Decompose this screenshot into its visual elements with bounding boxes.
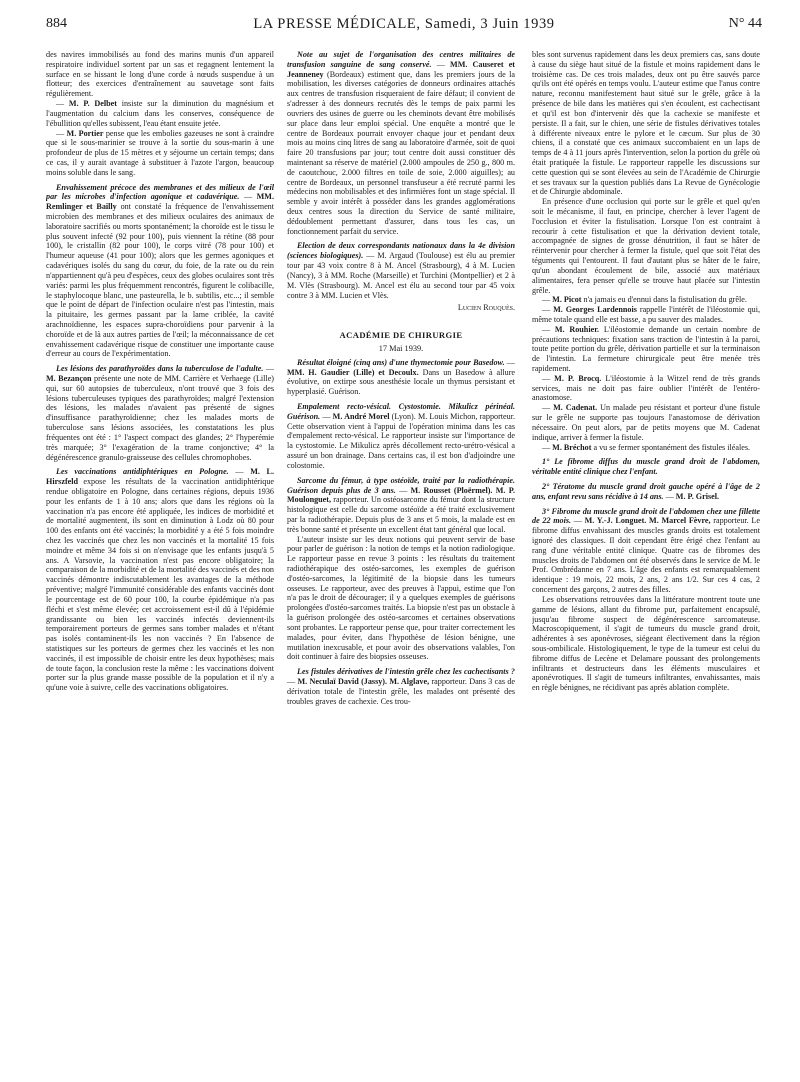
paragraph: En présence d'une occlusion qui porte sur le grêle et quel qu'en soit le mécanisme, il faut, en principe, chercher à lever l'agent de l'occlusion et éviter la fistulisation. Lorsque l'on est contraint à recourir à cette fistulisation et que la dérivation devient totale, accompagnée de signes de grosse dénutrition, il faut se hâter de réintervenir pour chercher à fermer la fistule, quel que soit l'état des téguments qui l'entourent. Il faut d'autant plus se hâter de le faire, qu'un abondant écoulement de bile, associé aux matériaux alimentaires, fera penser qu'elle se trouve haut placée sur l'intestin grêle.	[532, 197, 760, 295]
article-authors: MM. Causeret et Jeanneney	[287, 59, 515, 79]
article-authors: M. Rousset (Ploërmel). M. P. Moulonguet,	[287, 485, 515, 505]
article-text: rapporteur. Dans 3 cas de dérivation totale de l'intestin grêle, les malades ont présenté des troubles graves de cachexie. Ces trou-	[287, 676, 515, 706]
speaker-name: M. Georges Lardennois	[553, 305, 637, 315]
article-title: 2° Tératome du muscle grand droit gauche opéré à l'âge de 2 ans, enfant revu sans récidive à 14 ans.	[532, 481, 760, 501]
column-1	[46, 50, 274, 1075]
speaker-name: M. Rouhier.	[554, 324, 600, 334]
article-authors: M. Neculaï David (Jassy). M. Alglave,	[297, 676, 430, 686]
article-authors: M. L. Hirszfeld	[46, 467, 274, 487]
article: Envahissement précoce des membranes et des milieux de l'œil par les microbes d'infection agonique et cadavérique. — MM. Remlinger et Bailly ont constaté la fréquence de l'envahissement microbien des membranes et des milieux oculaires des animaux de laboratoire sacrifiés ou morts spontanément; la choroïde est le tissu le plus souvent infecté (92 pour 100), puis viennent la rétine (88 pour 100), le cristallin (82 pour 100), le corps vitré (78 pour 100) et l'humeur aqueuse (41 pour 100); alors que les germes agoniques et cadavériques isolés du sang du cœur, du foie, de la rate ou du rein n'appartiennent qu'à peu d'espèces, ceux des globes oculaires sont très variés: parmi les plus fréquemment rencontrés, figurent le colibacille, le staphylocoque blanc, une pasteurella, le b. subtilis, etc...; il semble que le point de départ de l'infection oculaire n'est pas l'intestin, mais la pituitaire, les germes passant par la lame criblée, la cavité arachnoïdienne, les espaces supra-choroïdiens pour parvenir à la choroïde et de là aux autres parties de l'œil; la méconnaissance de cet envahissement cadavérique risque de constituer une importante cause d'erreur au cours de l'expérimentation.	[46, 182, 274, 359]
article-title: 3° Fibrome du muscle grand droit de l'abdomen chez une fillette de 22 mois.	[532, 506, 760, 526]
section-heading: ACADÉMIE DE CHIRURGIE	[339, 330, 463, 341]
issue-number: N° 44	[728, 16, 762, 31]
paragraph: bles sont survenus rapidement dans les deux premiers cas, sans doute à cause du siège haut situé de la fistule et moins rapidement dans le troisième cas. De ces trois malades, deux ont pu être sauvés parce qu'ils ont été opérés en temps voulu. L'auteur estime que l'anus contre nature, reconnu manifestement haut situé sur le grêle, grâce à la présence de bile dans les matières qui s'en écoulent, est cachectisant et qu'il est bon d'intervenir dès que la cachexie se manifeste et persiste. Il a fait, sur le chien, une série de fistules dérivatives totales à différente niveaux entre le pylore et le cæcum. Sur plus de 30 chiens, il a constaté que ces animaux succombaient en un laps de temps de 4 à 11 jours après l'intervention, selon la portion du grêle où était pratiquée la fistule. Le rapporteur rappelle les discussions sur cette question qui se sont élevées au sein de l'Académie de Chirurgie et ses travaux sur la question publiés dans La Revue de Gynécologie et de Chirurgie abdominale.	[532, 50, 760, 197]
article: Election de deux correspondants nationaux dans la 4e division (sciences biologiques). — M. Argaud (Toulouse) est élu au premier tour par 43 voix contre 8 à M. Ancel (Strasbourg), 4 à M. Lucien (Nancy), 3 à MM. Roche (Marseille) et Turchini (Montpellier) et 2 à M. Vlès (Strasbourg). M. Ancel est élu au second tour par 45 voix contre 3 à MM. Lucien et Vlès.	[287, 241, 515, 300]
paragraph: — M. Portier pense que les embolies gazeuses ne sont à craindre que si le sous-marinier se trouve à la sortie du sous-marin à une profondeur de plus de 15 mètres et y séjourne un certain temps; dans ce cas, il y aurait avantage à substituer à l'azote l'argon, beaucoup moins soluble dans le sang.	[46, 128, 274, 177]
article-title: Les lésions des parathyroïdes dans la tuberculose de l'adulte.	[56, 364, 264, 374]
paragraph-text: pense que les embolies gazeuses ne sont à craindre que si le sous-marinier se trouve à la sortie du sous-marin à une profondeur de plus de 15 mètres et y séjourne un certain temps; dans ce cas, il y aurait avantage à substituer à l'azote l'argon, beaucoup moins soluble dans le sang.	[46, 128, 274, 177]
column-3	[532, 50, 760, 1075]
article-text: M. Argaud (Toulouse) est élu au premier tour par 43 voix contre 8 à M. Ancel (Strasbourg), 4 à M. Lucien (Nancy), 3 à MM. Roche (Marseille) et Turchini (Montpellier) et 2 à M. Vlès (Strasbourg). M. Ancel est élu au second tour par 45 voix contre 3 à MM. Lucien et Vlès.	[287, 251, 515, 300]
paragraph: — M. P. Delbet insiste sur la diminution du magnésium et l'augmentation du calcium dans les conserves, conséquence de l'ébullition qu'elles subissent, l'eau étant ensuite jetée.	[46, 99, 274, 128]
article: 2° Tératome du muscle grand droit gauche opéré à l'âge de 2 ans, enfant revu sans récidive à 14 ans. — M. P. Grisel.	[532, 481, 760, 501]
paragraph: — M. P. Brocq. L'iléostomie à la Witzel rend de très grands services, mais ne doit pas faire oublier l'intérêt de l'entéro-anastomose.	[532, 373, 760, 403]
article-text: (Bordeaux) estiment que, dans les premiers jours de la mobilisation, les diverses catégories de donneurs ordinaires attachés aux centres de transfusion risqueraient de faire défaut; il convient de s'adresser à des donneurs recrutés dès le temps de paix parmi les ouvriers des usines de guerre ou les cheminots devant être mobilisés sur place dans leur emploi spécial. Une enquête a montré que le centre de Bordeaux pourrait envoyer chaque jour et pendant deux mois au moins cinq litres de sang au laboratoire d'armée, soit de quoi faire 20 transfusions par jour; tout centre doit aussi constituer dès maintenant sa réserve de matériel (2.000 ampoules de 250 g., 800 m. de caoutchouc, 2.000 filtres en toile de soie, 2.000 aiguilles); au centre de Bordeaux, un personnel transfuseur a été recruté parmi les médecins non mobilisables et des infirmières font un stage spécial. Il semble y avoir intérêt à posséder dans les grandes agglomérations deux centres sous la direction du Service de santé militaire, dédoublement permettant d'assurer, dans tous les cas, un fonctionnement parfait du service.	[287, 69, 515, 236]
article-title: Envahissement précoce des membranes et des milieux de l'œil par les microbes d'infection agonique et cadavérique.	[46, 182, 274, 202]
article-authors: M. Y.-J. Longuet. M. Marcel Fèvre,	[584, 516, 711, 526]
paragraph: des navires immobilisés au fond des marins munis d'un appareil respiratoire individuel sortent par un sas et regagnent lentement la surface en se hissant le long d'une corde à nœuds suspendue à un flotteur; des exercices d'entraînement au sauvetage sont faits régulièrement.	[46, 50, 274, 99]
speaker-name: M. Cadenat.	[553, 403, 598, 413]
speaker-name: M. P. Delbet	[68, 99, 117, 109]
session-date: 17 Mai 1939.	[378, 343, 424, 353]
article-title: Election de deux correspondants nationaux dans la 4e division (sciences biologiques).	[287, 241, 515, 261]
article-text: présente une note de MM. Carrière et Verhaege (Lille) qui, sur 60 autopsies de tuberculeux, n'ont trouvé que 3 fois des lésions tuberculeuses typiques des parathyroïdes; malgré l'extension des lésions, les malades n'avaient pas présenté de signes d'insuffisance parathyroïdienne; chez les malades morts de tuberculose sans lésions associées, les constatations les plus fréquentes ont été : 1° l'aspect compact des glandes; 2° l'hyperémie très marquée; 3° l'exagération de la trame conjonctive; 4° la dégénérescence granulo-graisseuse des cellules chromophobes.	[46, 374, 274, 462]
journal-title: LA PRESSE MÉDICALE, Samedi, 3 Juin 1939	[253, 16, 555, 32]
paragraph: — M. Picot n'a jamais eu d'ennui dans la fistulisation du grêle.	[542, 295, 747, 305]
article-authors: M. Bezançon	[46, 374, 92, 383]
article-text: rapporteur. Le fibrome diffus envahissant des muscles grands droits est totalement ignoré des classiques. Il doit cependant être érigé chez l'enfant au rang d'une véritable entité clinique. Quatre cas de fibromes des muscles droits de l'abdomen ont été observés dans le service de M. le Prof. Ombrédanne en 7 ans. L'âge des enfants est remarquablement identique : 19 mois, 22 mois, 2 ans, 2 ans 1/2. Sur ces 4 cas, 2 concernent des garçons, 2 autres des filles.	[532, 516, 760, 595]
article-text: Dans un Basedow à allure évolutive, on extirpe sous anesthésie locale un thymus persistant et hyperplasié. Guérison.	[287, 367, 515, 397]
article: Les vaccinations antidiphtériques en Pologne. — M. L. Hirszfeld expose les résultats de la vaccination antidiphtérique rendue obligatoire en Pologne, dans certaines régions, depuis 1936 pour les enfants de 1 à 10 ans; alors que dans les régions où la vaccination n'a pas encore été appliquée, les indices de morbidité et de mortalité augmentent, ils sont en diminution à Lodz où 80 pour 100 des enfants ont été vaccinés; la morbidité y a été 5 fois moindre chez les vaccinés que chez les non vaccinés et la mortalité 15 fois moindre et même 34 fois si on n'envisage que les enfants jusqu'à 5 ans. A Varsovie, la vaccination n'est pas encore obligatoire; la comparaison de la morbidité et de la mortalité des vaccinés et des non vaccinés démontre indiscutablement les avantages de la méthode préventive; malgré l'immunité considérable des enfants vaccinés dont le pourcentage est de 60 pour 100, la courbe épidémique n'a pas fléchi et s'est même élevée; cet accroissement est-il dû à l'épidémie grandissante ou bien les vaccinés infectés deviennent-ils temporairement porteurs de germes sans tomber malades et n'étant pas isolés contaminent-ils les non vaccinés ? En l'absence de statistiques sur les porteurs de germes chez les vaccinés et les non vaccinés, il est impossible de choisir entre les deux hypothèses; mais de toute façon, la conclusion reste la même : les vaccinations doivent porter sur la plus grande masse possible de la population et il n'y a qu'une voie à suivre, celle des vaccinations obligatoires.	[46, 467, 274, 693]
article-title: 1° Le fibrome diffus du muscle grand droit de l'abdomen, véritable entité clinique chez l'enfant.	[532, 457, 760, 477]
page-number: 884	[46, 16, 67, 31]
speaker-name: M. Portier	[66, 128, 104, 138]
paragraph: — M. Rouhier. L'iléostomie demande un certain nombre de précautions techniques: fixation sans traction de l'intestin à la paroi, toute petite portion du grêle, dérivation partielle et sur la terminaison de l'intestin. La fermeture chirurgicale peut être menée très rapidement.	[532, 324, 760, 373]
article-text: expose les résultats de la vaccination antidiphtérique rendue obligatoire en Pologne, dans certaines régions, depuis 1936 pour les enfants de 1 à 10 ans; alors que dans les régions où la vaccination n'a pas encore été appliquée, les indices de morbidité et de mortalité augmentent, ils sont en diminution à Lodz où 80 pour 100 des enfants ont été vaccinés; la morbidité y a été 5 fois moindre chez les vaccinés que chez les non vaccinés et la mortalité 15 fois moindre et même 34 fois si on n'envisage que les enfants jusqu'à 5 ans. A Varsovie, la vaccination n'est pas encore obligatoire; la comparaison de la morbidité et de la mortalité des vaccinés et des non vaccinés démontre indiscutablement les avantages de la méthode préventive; malgré l'immunité considérable des enfants vaccinés dont le pourcentage est de 60 pour 100, la courbe épidémique n'a pas fléchi et s'est même élevée; cet accroissement est-il dû à l'épidémie grandissante ou bien les vaccinés infectés deviennent-ils temporairement porteurs de germes sans tomber malades et n'étant pas isolés contaminent-ils les non vaccinés ? En l'absence de statistiques sur les porteurs de germes chez les vaccinés et les non vaccinés, il est impossible de choisir entre les deux hypothèses; mais de toute façon, la conclusion reste la même : les vaccinations doivent porter sur la plus grande masse possible de la population et il n'y a qu'une voie à suivre, celle des vaccinations obligatoires.	[46, 477, 274, 693]
article-title: Les fistules dérivatives de l'intestin grêle chez les cachectisants ?	[297, 667, 515, 677]
article-text: ont constaté la fréquence de l'envahissement microbien des membranes et des milieux oculaires des animaux de laboratoire sacrifiés ou morts spontanément; la choroïde est le tissu le plus souvent infecté (92 pour 100), puis viennent la rétine (88 pour 100), le cristallin (82 pour 100), le corps vitré (78 pour 100) et l'humeur aqueuse (41 pour 100); alors que les germes agoniques et cadavériques isolés du sang du cœur, du foie, de la rate ou du rein n'appartiennent qu'à peu d'espèces, ceux des globes oculaires sont très variés: parmi les plus fréquemment rencontrés, figurent le colibacille, le staphylocoque blanc, une pasteurella, le b. subtilis, etc...; il semble que le point de départ de l'infection oculaire n'est pas l'intestin, mais la pituitaire, les germes passant par la lame criblée, la cavité arachnoïdienne, les espaces supra-choroïdiens pour parvenir à la choroïde et de là aux autres parties de l'œil; la méconnaissance de cet envahissement cadavérique risque de constituer une importante cause d'erreur au cours de l'expérimentation.	[46, 202, 274, 359]
article: Les lésions des parathyroïdes dans la tuberculose de l'adulte. — M. Bezançon présente une note de MM. Carrière et Verhaege (Lille) qui, sur 60 autopsies de tuberculeux, n'ont trouvé que 3 fois des lésions tuberculeuses typiques des parathyroïdes; malgré l'extension des lésions, les malades n'avaient pas présenté de signes d'insuffisance parathyroïdienne; chez les malades morts de tuberculose sans lésions associées, les constatations les plus fréquentes ont été : 1° l'aspect compact des glandes; 2° l'hyperémie très marquée; 3° l'exagération de la trame conjonctive; 4° la dégénérescence granulo-graisseuse des cellules chromophobes.	[46, 364, 274, 462]
article: 3° Fibrome du muscle grand droit de l'abdomen chez une fillette de 22 mois. — M. Y.-J. Longuet. M. Marcel Fèvre, rapporteur. Le fibrome diffus envahissant des muscles grands droits est totalement ignoré des classiques. Il doit cependant être érigé chez l'enfant au rang d'une véritable entité clinique. Quatre cas de fibromes des muscles droits de l'abdomen ont été observés dans le service de M. le Prof. Ombrédanne en 7 ans. L'âge des enfants est remarquablement identique : 19 mois, 22 mois, 2 ans, 2 ans 1/2. Sur ces 4 cas, 2 concernent des garçons, 2 autres des filles.	[532, 506, 760, 595]
speaker-name: M. Picot	[552, 295, 582, 305]
article-title: Résultat éloigné (cinq ans) d'une thymectomie pour Basedow.	[297, 357, 505, 367]
paragraph-text: L'iléostomie à la Witzel rend de très grands services, mais ne doit pas faire oublier l'intérêt de l'entéro-anastomose.	[532, 373, 760, 403]
article-title: Empalement recto-vésical. Cystostomie. Mikulicz périnéal. Guérison.	[287, 402, 515, 421]
article-authors: M. P. Grisel.	[675, 491, 720, 501]
article: Note au sujet de l'organisation des centres militaires de transfusion sanguine de sang conservé. — MM. Causeret et Jeanneney (Bordeaux) estiment que, dans les premiers jours de la mobilisation, les diverses catégories de donneurs ordinaires attachés aux centres de transfusion risqueraient de faire défaut; il convient de s'adresser à des donneurs recrutés dès le temps de paix parmi les ouvriers des usines de guerre ou les cheminots devant être mobilisés sur place dans leur emploi spécial. Une enquête a montré que le centre de Bordeaux pourrait envoyer chaque jour et pendant deux mois au moins cinq litres de sang au laboratoire d'armée, soit de quoi faire 20 transfusions par jour; tout centre doit aussi constituer dès maintenant sa réserve de matériel (2.000 ampoules de 250 g., 800 m. de caoutchouc, 2.000 filtres en toile de soie, 2.000 aiguilles); au centre de Bordeaux, un personnel transfuseur a été recruté parmi les médecins non mobilisables et des infirmières font un stage spécial. Il semble y avoir intérêt à posséder dans les grandes agglomérations deux centres sous la direction du Service de santé militaire, dédoublement permettant d'assurer, dans tous les cas, un fonctionnement parfait du service.	[287, 50, 515, 236]
article-text: rapporteur. Un ostéosarcome du fémur dont la structure histologique est celle du sarcome ostéoïde a été traité exclusivement par la radiothérapie. Depuis plus de 3 ans et 5 mois, la malade est en très bonne santé et présente un excellent état tant général que local.	[287, 495, 515, 534]
paragraph: L'auteur insiste sur les deux notions qui peuvent servir de base pour parler de guérison : la notion de temps et la notion radiologique. Le rapporteur passe en revue 3 points : les résultats du traitement radiothérapique des ostéo-sarcomes, les exemples de guérison d'ostéo-sarcomes, la légitimité de la biopsie dans les tumeurs osseuses. Le rapporteur, avec des preuves à l'appui, estime que l'on n'a pas le droit de décourager; il y a quelques exemples de guérisons prolongées d'ostéo-sarcomes traités. La biopsie n'est pas un obstacle à la guérison prolongée des ostéo-sarcomes et certaines observations sont probantes. Le rapporteur pense que, pour traiter correctement les malades, pour éviter, dans l'hypothèse de lésion bénigne, une mutilation inexcusable, et pour avoir des observations valables, l'on doit continuer à faire des biopsies osseuses.	[287, 534, 515, 662]
paragraph-text: a vu se fermer spontanément des fistules iléales.	[593, 442, 751, 452]
speaker-name: M. P. Brocq.	[554, 373, 602, 383]
article-text: (Lyon). M. Louis Michon, rapporteur. Cette observation vient à l'appui de l'opération minima dans les cas d'empalement recto-vésical. Le rapporteur insiste sur l'importance de la cystostomie. Le Mikulicz après décollement recto-urétro-vésical a assuré un bon drainage. Dans certains cas, il est bon d'adjoindre une colostomie.	[287, 411, 515, 470]
article: Résultat éloigné (cinq ans) d'une thymectomie pour Basedow. — MM. H. Gaudier (Lille) et Decoulx. Dans un Basedow à allure évolutive, on extirpe sous anesthésie locale un thymus persistant et hyperplasié. Guérison.	[287, 357, 515, 397]
speaker-name: M. Bréchot	[552, 442, 592, 452]
article-authors: MM. Remlinger et Bailly	[46, 192, 274, 212]
paragraph-text: Un malade peu résistant et porteur d'une fistule sur le grêle ne supporte pas toujours l'anastomose de dérivation nécessaire. On peut alors, par de petits moyens que M. Cadenat indique, arriver à fermer la fistule.	[532, 403, 760, 442]
paragraph-text: L'iléostomie demande un certain nombre de précautions techniques: fixation sans traction de l'intestin à la paroi, toute petite portion du grêle, dérivation partielle et sur la terminaison de l'intestin. La fermeture chirurgicale peut être menée très rapidement.	[532, 324, 760, 373]
article: Empalement recto-vésical. Cystostomie. Mikulicz périnéal. Guérison. — M. André Morel (Lyon). M. Louis Michon, rapporteur. Cette observation vient à l'appui de l'opération minima dans les cas d'empalement recto-vésical. Le rapporteur insiste sur l'importance de la cystostomie. Le Mikulicz après décollement recto-urétro-vésical a assuré un bon drainage. Dans certains cas, il est bon d'adjoindre une colostomie.	[287, 402, 515, 470]
paragraph: — M. Cadenat. Un malade peu résistant et porteur d'une fistule sur le grêle ne supporte pas toujours l'anastomose de dérivation nécessaire. On peut alors, par de petits moyens que M. Cadenat indique, arriver à fermer la fistule.	[532, 403, 760, 442]
signature: Lucien Rouquès.	[457, 303, 515, 313]
article: Les fistules dérivatives de l'intestin grêle chez les cachectisants ? — M. Neculaï David (Jassy). M. Alglave, rapporteur. Dans 3 cas de dérivation totale de l'intestin grêle, les malades ont présenté des troubles graves de cachexie. Ces trou-	[287, 667, 515, 706]
paragraph: — M. Georges Lardennois rappelle l'intérêt de l'iléostomie qui, même totale quand elle est basse, a pu sauver des malades.	[532, 305, 760, 324]
paragraph: — M. Bréchot a vu se fermer spontanément des fistules iléales.	[542, 442, 751, 452]
paragraph-text: rappelle l'intérêt de l'iléostomie qui, même totale quand elle est basse, a pu sauver des malades.	[532, 305, 760, 324]
paragraph-text: insiste sur la diminution du magnésium et l'augmentation du calcium dans les conserves, conséquence de l'ébullition qu'elles subissent, l'eau étant ensuite jetée.	[46, 99, 274, 128]
paragraph: Les observations retrouvées dans la littérature montrent toute une gamme de lésions, allant du fibrome pur, parfaitement encapsulé, jusqu'au fibrome suspect de dégénérescence sarcomateuse. Macroscopiquement, il s'agit de tumeurs du muscle grand droit, adhérentes à ses aponévroses, siégeant électivement dans la région sous-ombilicale. Histologiquement, le type de la tumeur est celui du fibrome diffus de Lecène et Delamare poussant des prolongements infiltrants et destructeurs dans les éléments musculaires et aponévrotiques. Il s'agit de tumeurs infiltrantes, envahissantes, mais en règle bénignes, ne récidivant pas après ablation complète.	[532, 594, 760, 693]
article-title: Note au sujet de l'organisation des centres militaires de transfusion sanguine de sang conservé.	[287, 50, 515, 69]
article: Sarcome du fémur, à type ostéoïde, traité par la radiothérapie. Guérison depuis plus de 3 ans. — M. Rousset (Ploërmel). M. P. Moulonguet, rapporteur. Un ostéosarcome du fémur dont la structure histologique est celle du sarcome ostéoïde a été traité exclusivement par la radiothérapie. Depuis plus de 3 ans et 5 mois, la malade est en très bonne santé et présente un excellent état tant général que local.	[287, 475, 515, 534]
article-title: Sarcome du fémur, à type ostéoïde, traité par la radiothérapie. Guérison depuis plus de 3 ans.	[287, 475, 515, 495]
article-authors: MM. H. Gaudier (Lille) et Decoulx.	[287, 367, 419, 377]
page-header	[46, 16, 762, 36]
article-authors: M. André Morel	[332, 411, 390, 421]
article-title: Les vaccinations antidiphtériques en Pologne.	[56, 467, 229, 477]
column-2	[287, 50, 515, 1075]
paragraph-text: n'a jamais eu d'ennui dans la fistulisation du grêle.	[583, 295, 747, 305]
